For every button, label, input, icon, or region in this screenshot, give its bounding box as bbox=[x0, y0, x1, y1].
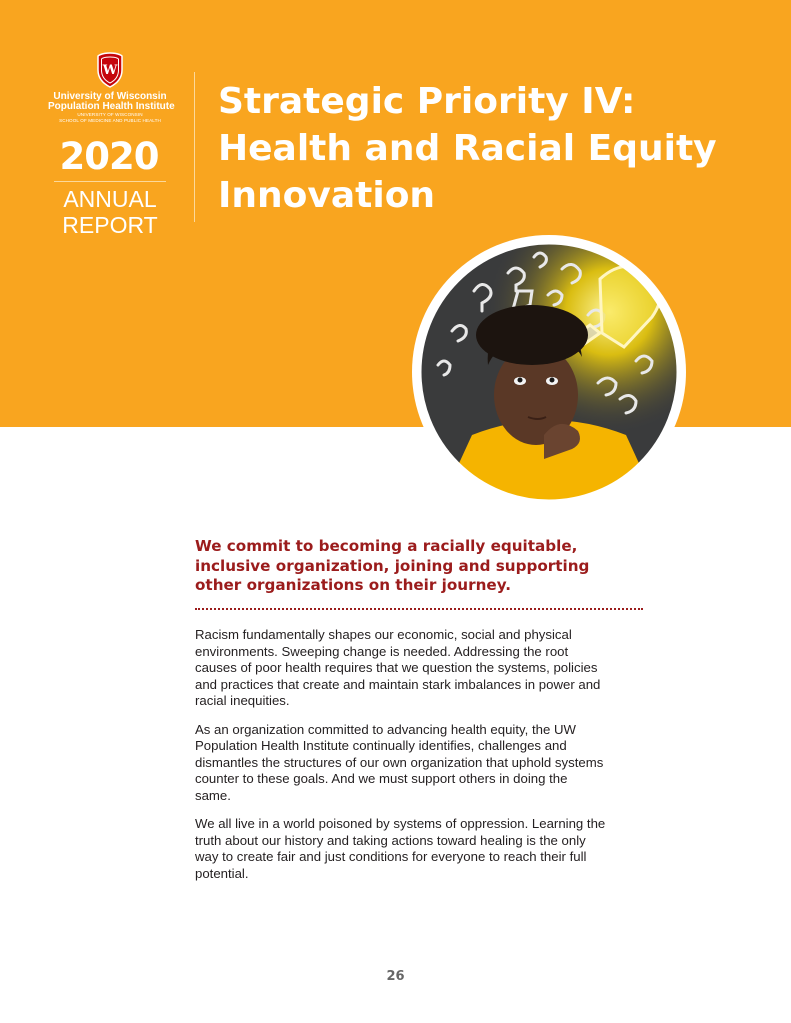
annual-label: ANNUAL bbox=[63, 186, 157, 212]
paragraph-line: potential. bbox=[195, 865, 249, 881]
tagline-line: inclusive organization, joining and supporting bbox=[195, 556, 590, 575]
report-year: 2020 bbox=[59, 135, 159, 178]
institute-name: Population Health Institute bbox=[48, 101, 175, 112]
tagline-line: other organizations on their journey. bbox=[195, 576, 511, 594]
uw-logo bbox=[48, 52, 175, 124]
university-subline: UNIVERSITY OF WISCONSIN bbox=[77, 112, 143, 117]
year-divider bbox=[54, 181, 166, 182]
paragraph-line: We all live in a world poisoned by systems of oppression. Learning the bbox=[195, 816, 606, 831]
paragraph-line: Population Health Institute continually identifies, challenges and bbox=[195, 738, 567, 753]
commitment-statement bbox=[195, 537, 643, 596]
title-line: Health and Racial Equity bbox=[218, 128, 717, 169]
paragraph-line: counter to these goals. And we must support others in doing the bbox=[195, 771, 568, 786]
paragraph bbox=[195, 816, 645, 882]
dotted-divider bbox=[195, 608, 643, 610]
page-title bbox=[218, 78, 778, 219]
paragraph-line: racial inequities. bbox=[195, 693, 290, 708]
report-label: REPORT bbox=[62, 212, 158, 238]
title-line: Strategic Priority IV: bbox=[218, 81, 636, 122]
body-copy bbox=[195, 627, 645, 894]
header-divider bbox=[194, 72, 195, 222]
crest-letter: W bbox=[102, 63, 118, 78]
school-subline: SCHOOL OF MEDICINE AND PUBLIC HEALTH bbox=[59, 118, 161, 123]
page-number: 26 bbox=[386, 969, 405, 984]
paragraph-line: way to create fair and just conditions for everyone to reach their full bbox=[195, 849, 587, 864]
title-line: Innovation bbox=[218, 175, 436, 216]
paragraph-line: dismantles the structures of our own organization that uphold systems bbox=[195, 754, 604, 770]
paragraph-line: same. bbox=[195, 787, 231, 803]
paragraph-line: causes of poor health requires that we question the systems, policies bbox=[195, 660, 598, 675]
tagline-line: We commit to becoming a racially equitable, bbox=[195, 537, 578, 555]
paragraph-line: As an organization committed to advancing health equity, the UW bbox=[195, 721, 576, 737]
paragraph-line: and practices that create and maintain stark imbalances in power and bbox=[195, 676, 601, 692]
paragraph-line: Racism fundamentally shapes our economic, social and physical bbox=[195, 627, 572, 642]
thinking-child-photo bbox=[412, 235, 686, 509]
uw-crest-icon bbox=[95, 52, 125, 88]
paragraph bbox=[195, 722, 645, 805]
university-name: University of Wisconsin bbox=[53, 91, 167, 102]
paragraph-line: truth about our history and taking actions toward healing is the only bbox=[195, 832, 586, 848]
paragraph-line: environments. Sweeping change is needed. Addressing the root bbox=[195, 643, 569, 659]
paragraph bbox=[195, 627, 645, 710]
